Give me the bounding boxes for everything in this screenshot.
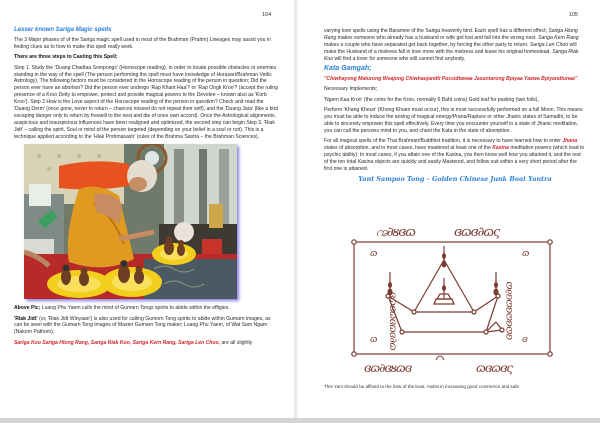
svg-text:ɞɷɞ∂ɷς: ɞɷɞ∂ɷς — [454, 225, 500, 240]
text-run: will find a lover for someone who still cannot find anybody. — [333, 55, 466, 62]
implements-text: 'Ngern Kaa Kroo' (the coins for the Kroo, normally 6 Baht coins) Gold leaf for pasting (two foils), — [324, 96, 539, 103]
svg-text:ɷ: ɷ — [522, 249, 530, 259]
page-104 — [0, 0, 295, 418]
svg-text:ɞɷɞɷɞɷɞ∂ɷ: ɞɷɞɷɞɷɞ∂ɷ — [387, 292, 398, 351]
text-run: makes a couple who have separated get back together, by forcing the other party to return. — [324, 41, 530, 48]
steps-heading: There are three steps to Casting this Spell; — [14, 54, 118, 61]
riak-jidt-paragraph — [14, 316, 279, 337]
riak-label: 'Riak Jidt' — [14, 315, 38, 322]
text-run: will make the Husband of a mistress fall in love more with the mistress and leave his original homestead. — [324, 41, 577, 55]
page-number: 105 — [568, 12, 578, 18]
spells-line — [14, 340, 279, 347]
svg-text:ɷ: ɷ — [370, 249, 378, 259]
text-run: objects are quickly and easily Mastered, and follow suit within a very short period after the first one is attained. — [324, 159, 577, 172]
kata-heading: Kata Gamgah; — [324, 65, 372, 73]
spell-name: Sariga Len Choo — [529, 41, 569, 48]
monk-photo — [24, 144, 237, 299]
svg-text:ꩠ∂ᴕɞɷ: ꩠ∂ᴕɞɷ — [376, 225, 415, 240]
junk-boat-yantra — [326, 220, 576, 380]
section-heading: Lesser known Sariga Magic spells — [14, 27, 112, 33]
svg-text:ɞɷ∂ɞᴕɷɞ: ɞɷ∂ɞᴕɷɞ — [364, 361, 412, 375]
caption-text: Luang Phu Yaem calls the mind of Gumarn Tongs spirits to abide within the effigies. — [40, 305, 230, 312]
spell-names: Sariga Koo Sariga Hlong Rang, Sariga Riak Koo, Sariga Kern Rang, Sariga Len Choo, — [14, 339, 221, 346]
yantra-caption: This Yant should be affixed to the bow of the boat. Assist in increasing good commerce and safe — [324, 384, 520, 389]
svg-text:ɞ: ɞ — [522, 335, 528, 345]
spell-name: Sariga Kern Rang — [538, 34, 579, 41]
page-105 — [298, 0, 600, 418]
text-run: For all magical spells of the Thai Brahman/Buddhist tradition, it is necessary to have learned how to enter — [324, 138, 563, 145]
implements-label: Necessary Implements; — [324, 86, 378, 93]
text-run: states of absorption, and in most cases, have mastered at least one of the — [324, 145, 493, 152]
right-page-content — [324, 28, 586, 183]
svg-text:ɞɷɞɷɞɷɞ∂ɷ: ɞɷɞɷɞɷɞ∂ɷ — [504, 281, 515, 340]
monk-photo-frame — [24, 144, 239, 301]
left-page-content — [14, 27, 279, 350]
riak-text: (or, 'Riak Jidt Winyaan') is also used for calling Gumorn Tong spirits to abide within Gumarn images, as can be seen with the Gumarn Tong images of Master Gumarn Tong maker; Luang Phu Yaem, of Wat Sam Ngam (Nakorn Pathom). — [14, 315, 271, 336]
yantra-title: Yant Sampao Tong – Golden Chinese Junk Boat Yantra — [358, 175, 552, 184]
perform-paragraph: Perform 'Khang Kheun' (Khong Khuen must occur), this is most successfully performed on a full Moon. This means you must be able to induce the arising of magical energy/Prana/Rapture or other Jhanic states of Samadhi, to be able to sincerely empower this spell effectively. Every time you encounter yourself in a state of Jhanic meditation, you can call the persons mind to you, and chant the Kata in the state of absorption. — [324, 107, 583, 134]
spells-tail: are all slightly — [220, 339, 253, 346]
svg-text:ɷ: ɷ — [370, 335, 378, 345]
page-number: 104 — [262, 12, 272, 18]
spell-name: Sariga Hlong Rang — [324, 28, 578, 41]
spell-name: Sariga Riak Koo — [324, 48, 579, 62]
intro-paragraph: The 3 Major phases of of the Sariga magic spell used in most of the Brahman (Prahm) Lineages may assist you in finding clues as to how to make this spell really work. — [14, 36, 271, 50]
term-kasina: Kasina — [492, 145, 509, 152]
viewer-bottom-edge — [0, 418, 600, 423]
photo-caption — [14, 305, 279, 312]
text-run: makes someone who already has a husband or wife get lost and fall into the wrong nest. — [336, 34, 539, 41]
term-jhana: Jhana — [562, 138, 578, 145]
term-kasina: Kasina — [357, 159, 374, 165]
tradition-paragraph — [324, 138, 586, 173]
caption-label: Above Pic; — [14, 305, 41, 312]
text-run: varying love spells using the Baramee of the Sariga heavenly bird. Each spell has a different effect; — [324, 28, 549, 34]
steps-paragraph: Step 1. Study the 'Duang Chadtaa Sompongs' (Horoscope reading), in order to locate possible obstacles or enemies standing in the way of the spell (The person performing the spell must have knowledge of Horasart/Brahman Vedic Astrology). The following factors must be considered in the Horoscope reading of the person in question; Did the person ever have an abortion? Did the person ever undergo 'Rap Khant Haa'? or 'Rap Ongk Kroo'? (accept the ruling presence of a Kroo Deity to empower, protect and provide magical powers to the Devotee – known also as 'Korb Kroo'). Step 2.How is the Love aspect of the Horoscope reading of the person in question? Check and read the 'Duang Derm' (once gone, never to return – chances missed do not repeat their self), and the 'Duang Jara' (like a bird escaping danger only to return by freewill to the nest and die of ones own accord). Once the Astrological alignments, auspicious and inauspicious influences have been realigned and optimized, the second step can begin Step 3. 'Riak Jidt' – calling the spirit, Soul or mind of the person targeted (depending on your belief in a soul or not). This is a technique applied according to the 'Hlak Prohmasastr' (rules of the Brahma Sastra – the Brahman Sciences). — [14, 64, 279, 140]
continued-paragraph — [324, 28, 586, 63]
kata-incantation: "Chiwhayong Maturong Woajong Chiwhaojandti Pussidtawaa Jasuntarong Bpiyaa Yaewa Bpiyandtunaa" — [324, 75, 578, 82]
svg-text:ɷɞɷɞς: ɷɞɷɞς — [476, 361, 513, 375]
text-run: meditative powers (which lead to psychic ability). In most cases, if you attain one of the Kasina, you then know well how you attained it, and the rest of the ten total — [324, 145, 585, 165]
